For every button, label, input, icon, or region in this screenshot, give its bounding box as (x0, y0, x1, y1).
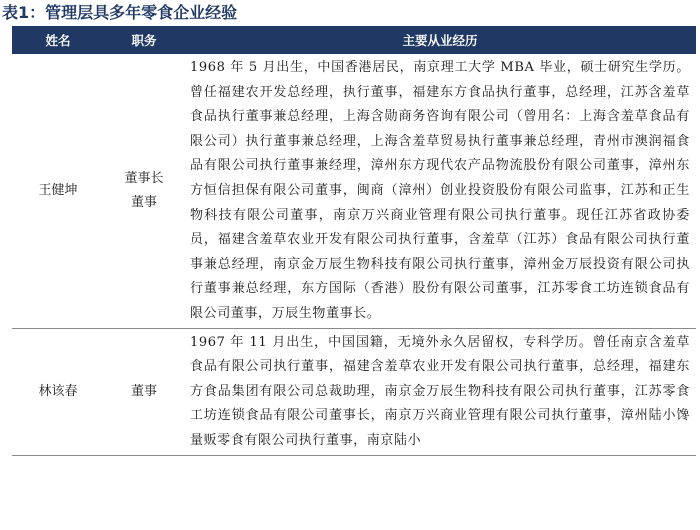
person-name: 王健坤 (12, 54, 104, 328)
management-table (12, 26, 696, 456)
person-role (104, 54, 184, 328)
header-role: 职务 (104, 26, 184, 54)
table-row (12, 328, 696, 455)
table-caption: 表1：管理层具多年零食企业经验 (2, 3, 238, 22)
table-row (12, 54, 696, 328)
person-experience: 1968 年 5 月出生，中国香港居民，南京理工大学 MBA 毕业，硕士研究生学历。曾任福建农开发总经理，执行董事，福建东方食品执行董事，总经理，江苏含羞草食品执行董事兼总经理，上海含勋商务咨询有限公司（曾用名：上海含羞草食品有限公司）执行董事兼总经理，上海含羞草贸易执行董事兼总经理，青州市澳润福食品有限公司执行董事兼经理，漳州东方现代农产品物流股份有限公司董事，漳州东方恒信担保有限公司董事，闽商（漳州）创业投资股份有限公司监事，江苏和正生物科技有限公司董事，南京万兴商业管理有限公司执行董事。现任江苏省政协委员，福建含羞草农业开发有限公司执行董事，含羞草（江苏）食品有限公司执行董事兼总经理，南京金万辰生物科技有限公司执行董事，漳州金万辰投资有限公司执行董事兼总经理，东方国际（香港）股份有限公司董事，江苏零食工坊连锁食品有限公司董事，万辰生物董事长。 (184, 54, 696, 328)
person-role-text: 董事 (130, 383, 157, 399)
header-name: 姓名 (12, 26, 104, 54)
header-experience: 主要从业经历 (184, 26, 696, 54)
person-role-text: 董事长董事 (124, 170, 164, 210)
person-name: 林该春 (12, 328, 104, 455)
person-role (104, 328, 184, 455)
person-experience: 1967 年 11 月出生，中国国籍，无境外永久居留权，专科学历。曾任南京含羞草食品有限公司执行董事，福建含羞草农业开发有限公司执行董事，总经理，福建东方食品集团有限公司总裁助理，南京金万辰生物科技有限公司执行董事，江苏零食工坊连锁食品有限公司董事长，南京万兴商业管理有限公司执行董事，漳州陆小馋量贩零食有限公司执行董事，南京陆小 (184, 328, 696, 455)
table-header-row (12, 26, 696, 54)
